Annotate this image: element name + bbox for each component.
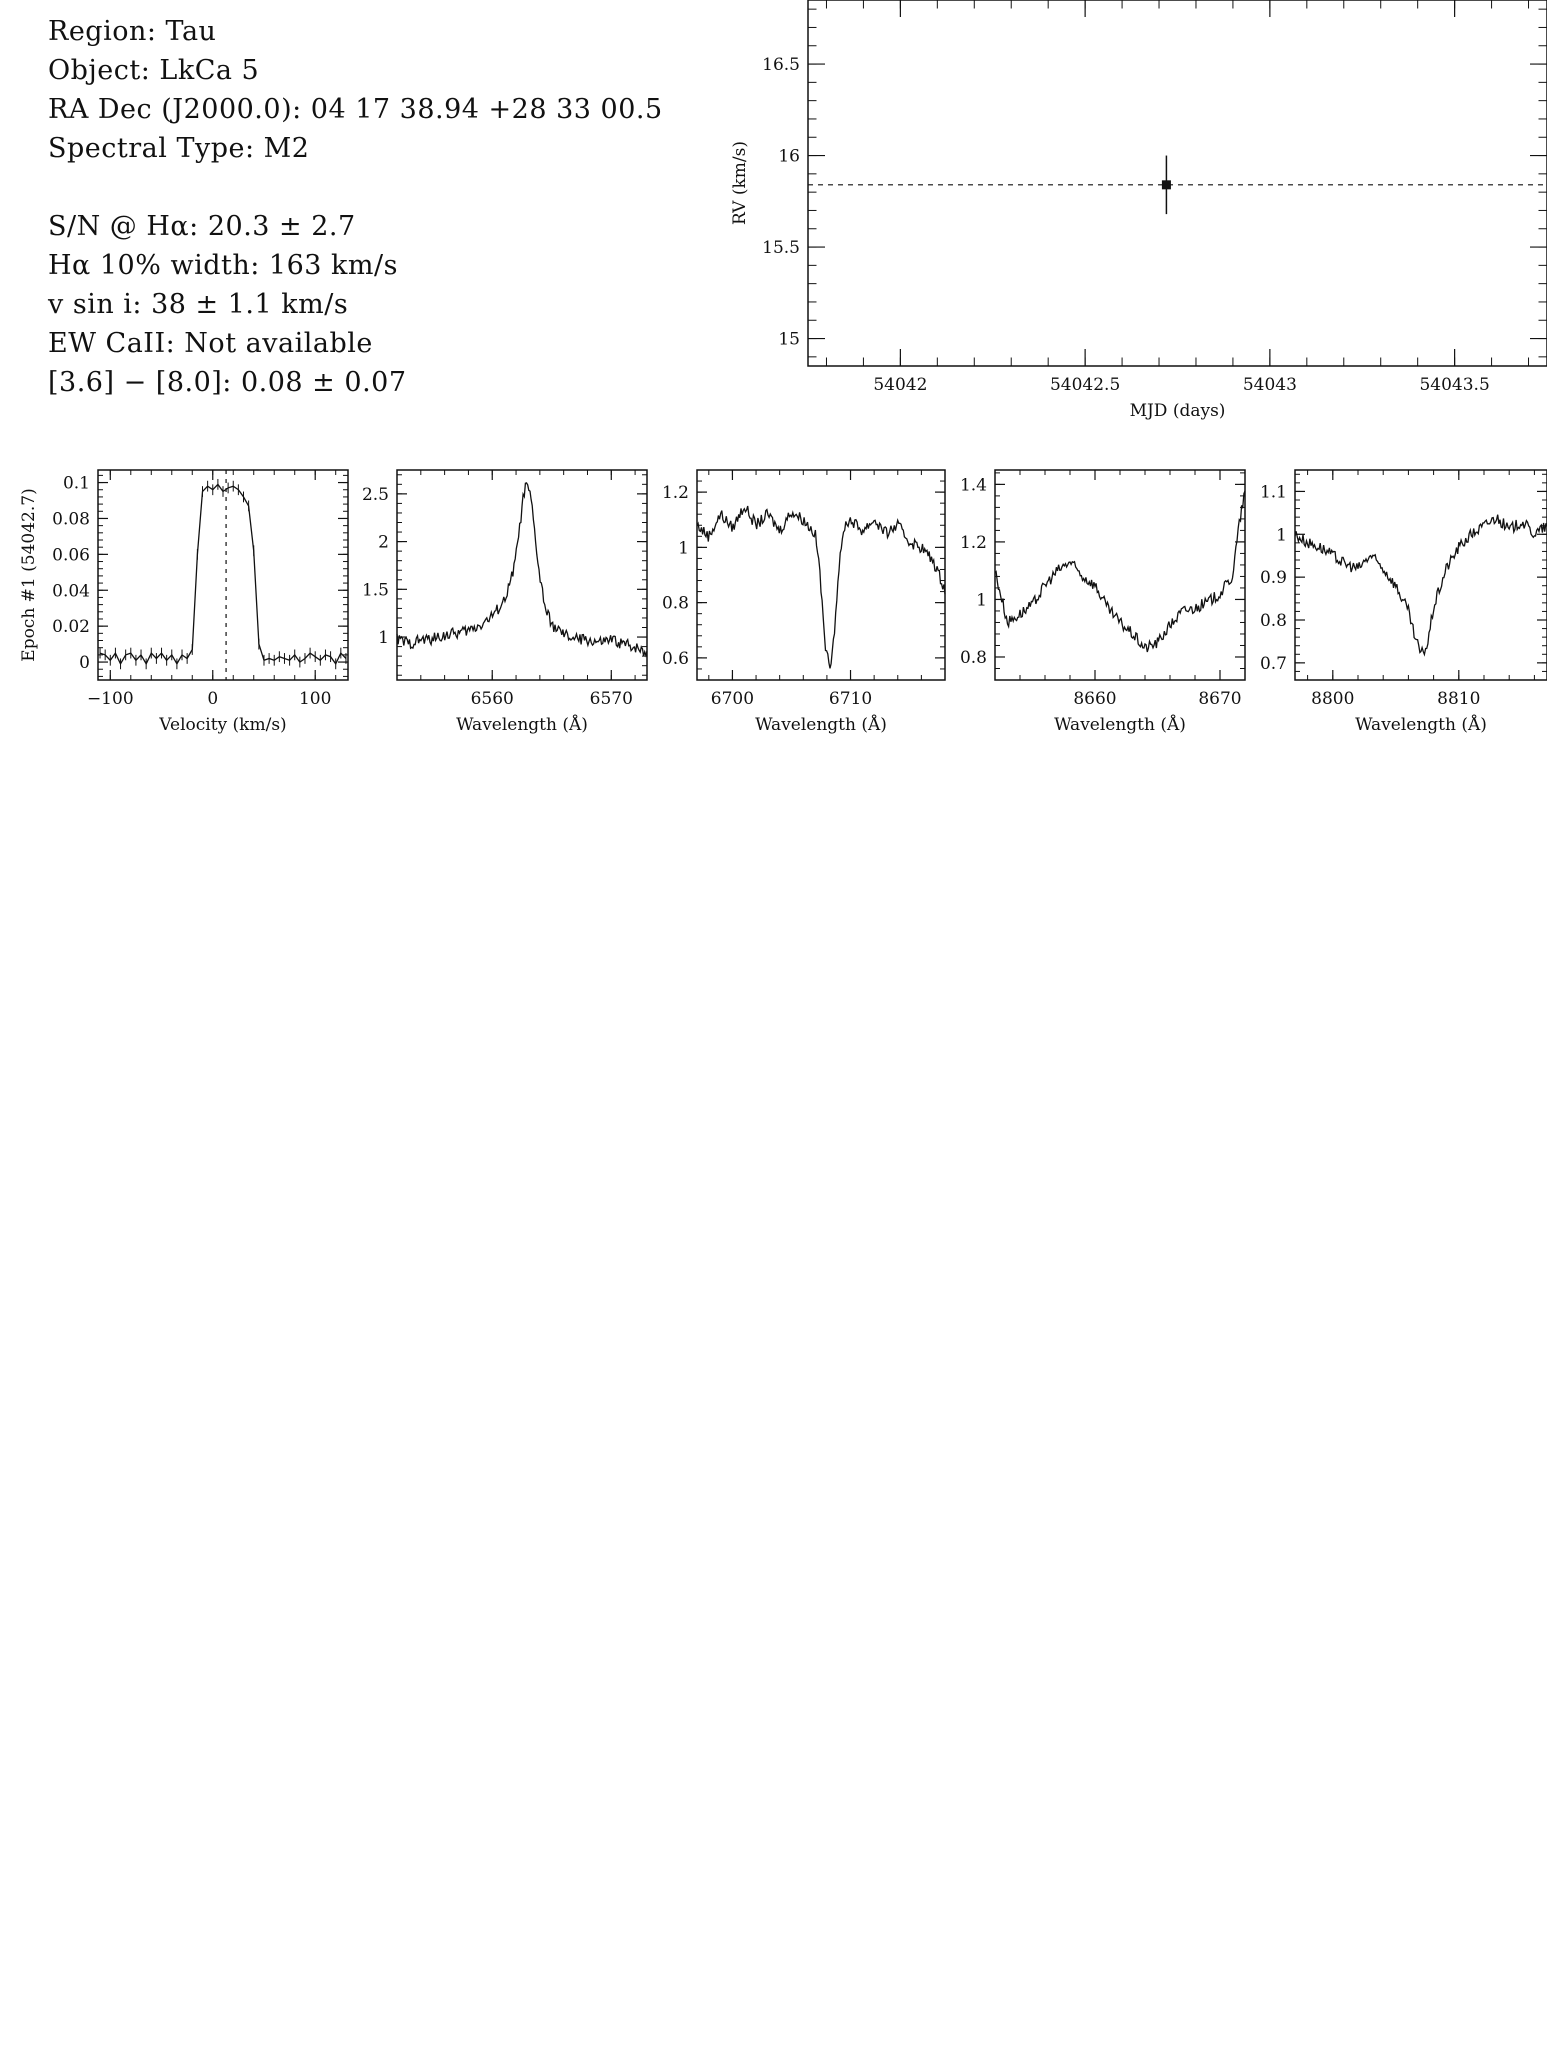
ccf-y-tick-label: 0.02 [52, 617, 90, 638]
rv-data-point [1162, 180, 1171, 189]
halpha-y-tick-label: 1 [378, 628, 389, 649]
ca2-frame [1295, 470, 1547, 680]
ca2-x-tick-label: 8810 [1437, 689, 1481, 709]
li-chart [662, 470, 945, 735]
ccf-x-tick-label: −100 [86, 689, 134, 709]
ccf-x-tick-label: 100 [298, 689, 332, 709]
ca2-x-tick-label: 8800 [1311, 689, 1355, 709]
rv-frame [808, 0, 1547, 366]
halpha-series-line [397, 483, 647, 656]
ca2-y-tick-label: 0.9 [1259, 568, 1287, 589]
halpha-x-axis-label: Wavelength (Å) [456, 715, 588, 735]
rv-x-tick-label: 54043.5 [1419, 375, 1490, 395]
halpha-width-line: Hα 10% width: 163 km/s [48, 250, 398, 281]
ca2-y-tick-label: 1.1 [1259, 482, 1287, 503]
rv-x-axis-label: MJD (days) [1129, 401, 1226, 421]
ca1-frame [995, 470, 1245, 680]
ew-caii-line: EW CaII: Not available [48, 328, 373, 359]
ca2-chart [1260, 470, 1547, 735]
ca2-y-tick-label: 0.8 [1259, 611, 1287, 631]
ca1-y-tick-label: 1.4 [959, 475, 987, 496]
ccf-y-tick-label: 0.04 [52, 581, 90, 602]
ca2-y-tick-label: 0.7 [1259, 653, 1287, 674]
rv-chart [730, 0, 1547, 421]
ccf-x-tick-label: 0 [207, 689, 219, 709]
coordinates-line: RA Dec (J2000.0): 04 17 38.94 +28 33 00.5 [48, 94, 663, 125]
spectral-type-line: Spectral Type: M2 [48, 133, 310, 164]
region-line: Region: Tau [48, 16, 217, 47]
ca1-y-tick-label: 1.2 [959, 532, 987, 553]
rv-y-tick-label: 15.5 [762, 238, 800, 259]
ca1-x-axis-label: Wavelength (Å) [1054, 715, 1186, 735]
vsini-line: v sin i: 38 ± 1.1 km/s [48, 289, 349, 320]
li-y-tick-label: 0.8 [661, 593, 689, 614]
ca2-y-tick-label: 1 [1276, 525, 1287, 546]
ca1-y-tick-label: 0.8 [959, 647, 987, 668]
halpha-chart [362, 470, 647, 735]
rv-y-axis-label: RV (km/s) [730, 140, 750, 226]
li-frame [697, 470, 945, 680]
li-x-axis-label: Wavelength (Å) [755, 715, 887, 735]
ca1-y-tick-label: 1 [976, 590, 987, 611]
rv-y-tick-label: 16 [778, 146, 800, 167]
ca2-x-axis-label: Wavelength (Å) [1355, 715, 1487, 735]
rv-y-tick-label: 15 [778, 329, 800, 350]
ca1-series-line [995, 491, 1245, 652]
ca1-x-tick-label: 8660 [1073, 689, 1117, 709]
ca1-chart [960, 470, 1245, 735]
halpha-y-tick-label: 2.5 [361, 484, 389, 505]
ccf-y-tick-label: 0.1 [62, 473, 90, 494]
li-x-tick-label: 6700 [710, 689, 755, 709]
ccf-y-tick-label: 0.08 [52, 509, 90, 530]
ccf-y-tick-label: 0.06 [52, 545, 90, 566]
li-y-tick-label: 1.2 [661, 483, 689, 504]
ccf-series-line [100, 484, 346, 663]
object-line: Object: LkCa 5 [48, 55, 260, 86]
ccf-x-axis-label: Velocity (km/s) [159, 715, 287, 735]
color-index-line: [3.6] − [8.0]: 0.08 ± 0.07 [48, 367, 407, 398]
ccf-y-tick-label: 0 [79, 653, 90, 674]
ca2-series-line [1295, 515, 1547, 655]
snr-line: S/N @ Hα: 20.3 ± 2.7 [48, 211, 356, 242]
halpha-y-tick-label: 1.5 [361, 580, 389, 601]
rv-x-tick-label: 54043 [1242, 375, 1297, 395]
li-x-tick-label: 6710 [828, 689, 873, 709]
ccf-y-axis-label: Epoch #1 (54042.7) [19, 488, 39, 662]
halpha-x-tick-label: 6560 [470, 689, 514, 709]
li-y-tick-label: 0.6 [661, 648, 689, 669]
ca1-x-tick-label: 8670 [1198, 689, 1242, 709]
halpha-x-tick-label: 6570 [589, 689, 633, 709]
rv-y-tick-label: 16.5 [762, 55, 800, 76]
rv-x-tick-label: 54042.5 [1049, 375, 1121, 395]
halpha-y-tick-label: 2 [378, 532, 389, 553]
li-y-tick-label: 1 [678, 538, 689, 559]
ccf-chart [19, 470, 348, 735]
rv-x-tick-label: 54042 [873, 375, 928, 395]
li-series-line [697, 506, 945, 668]
